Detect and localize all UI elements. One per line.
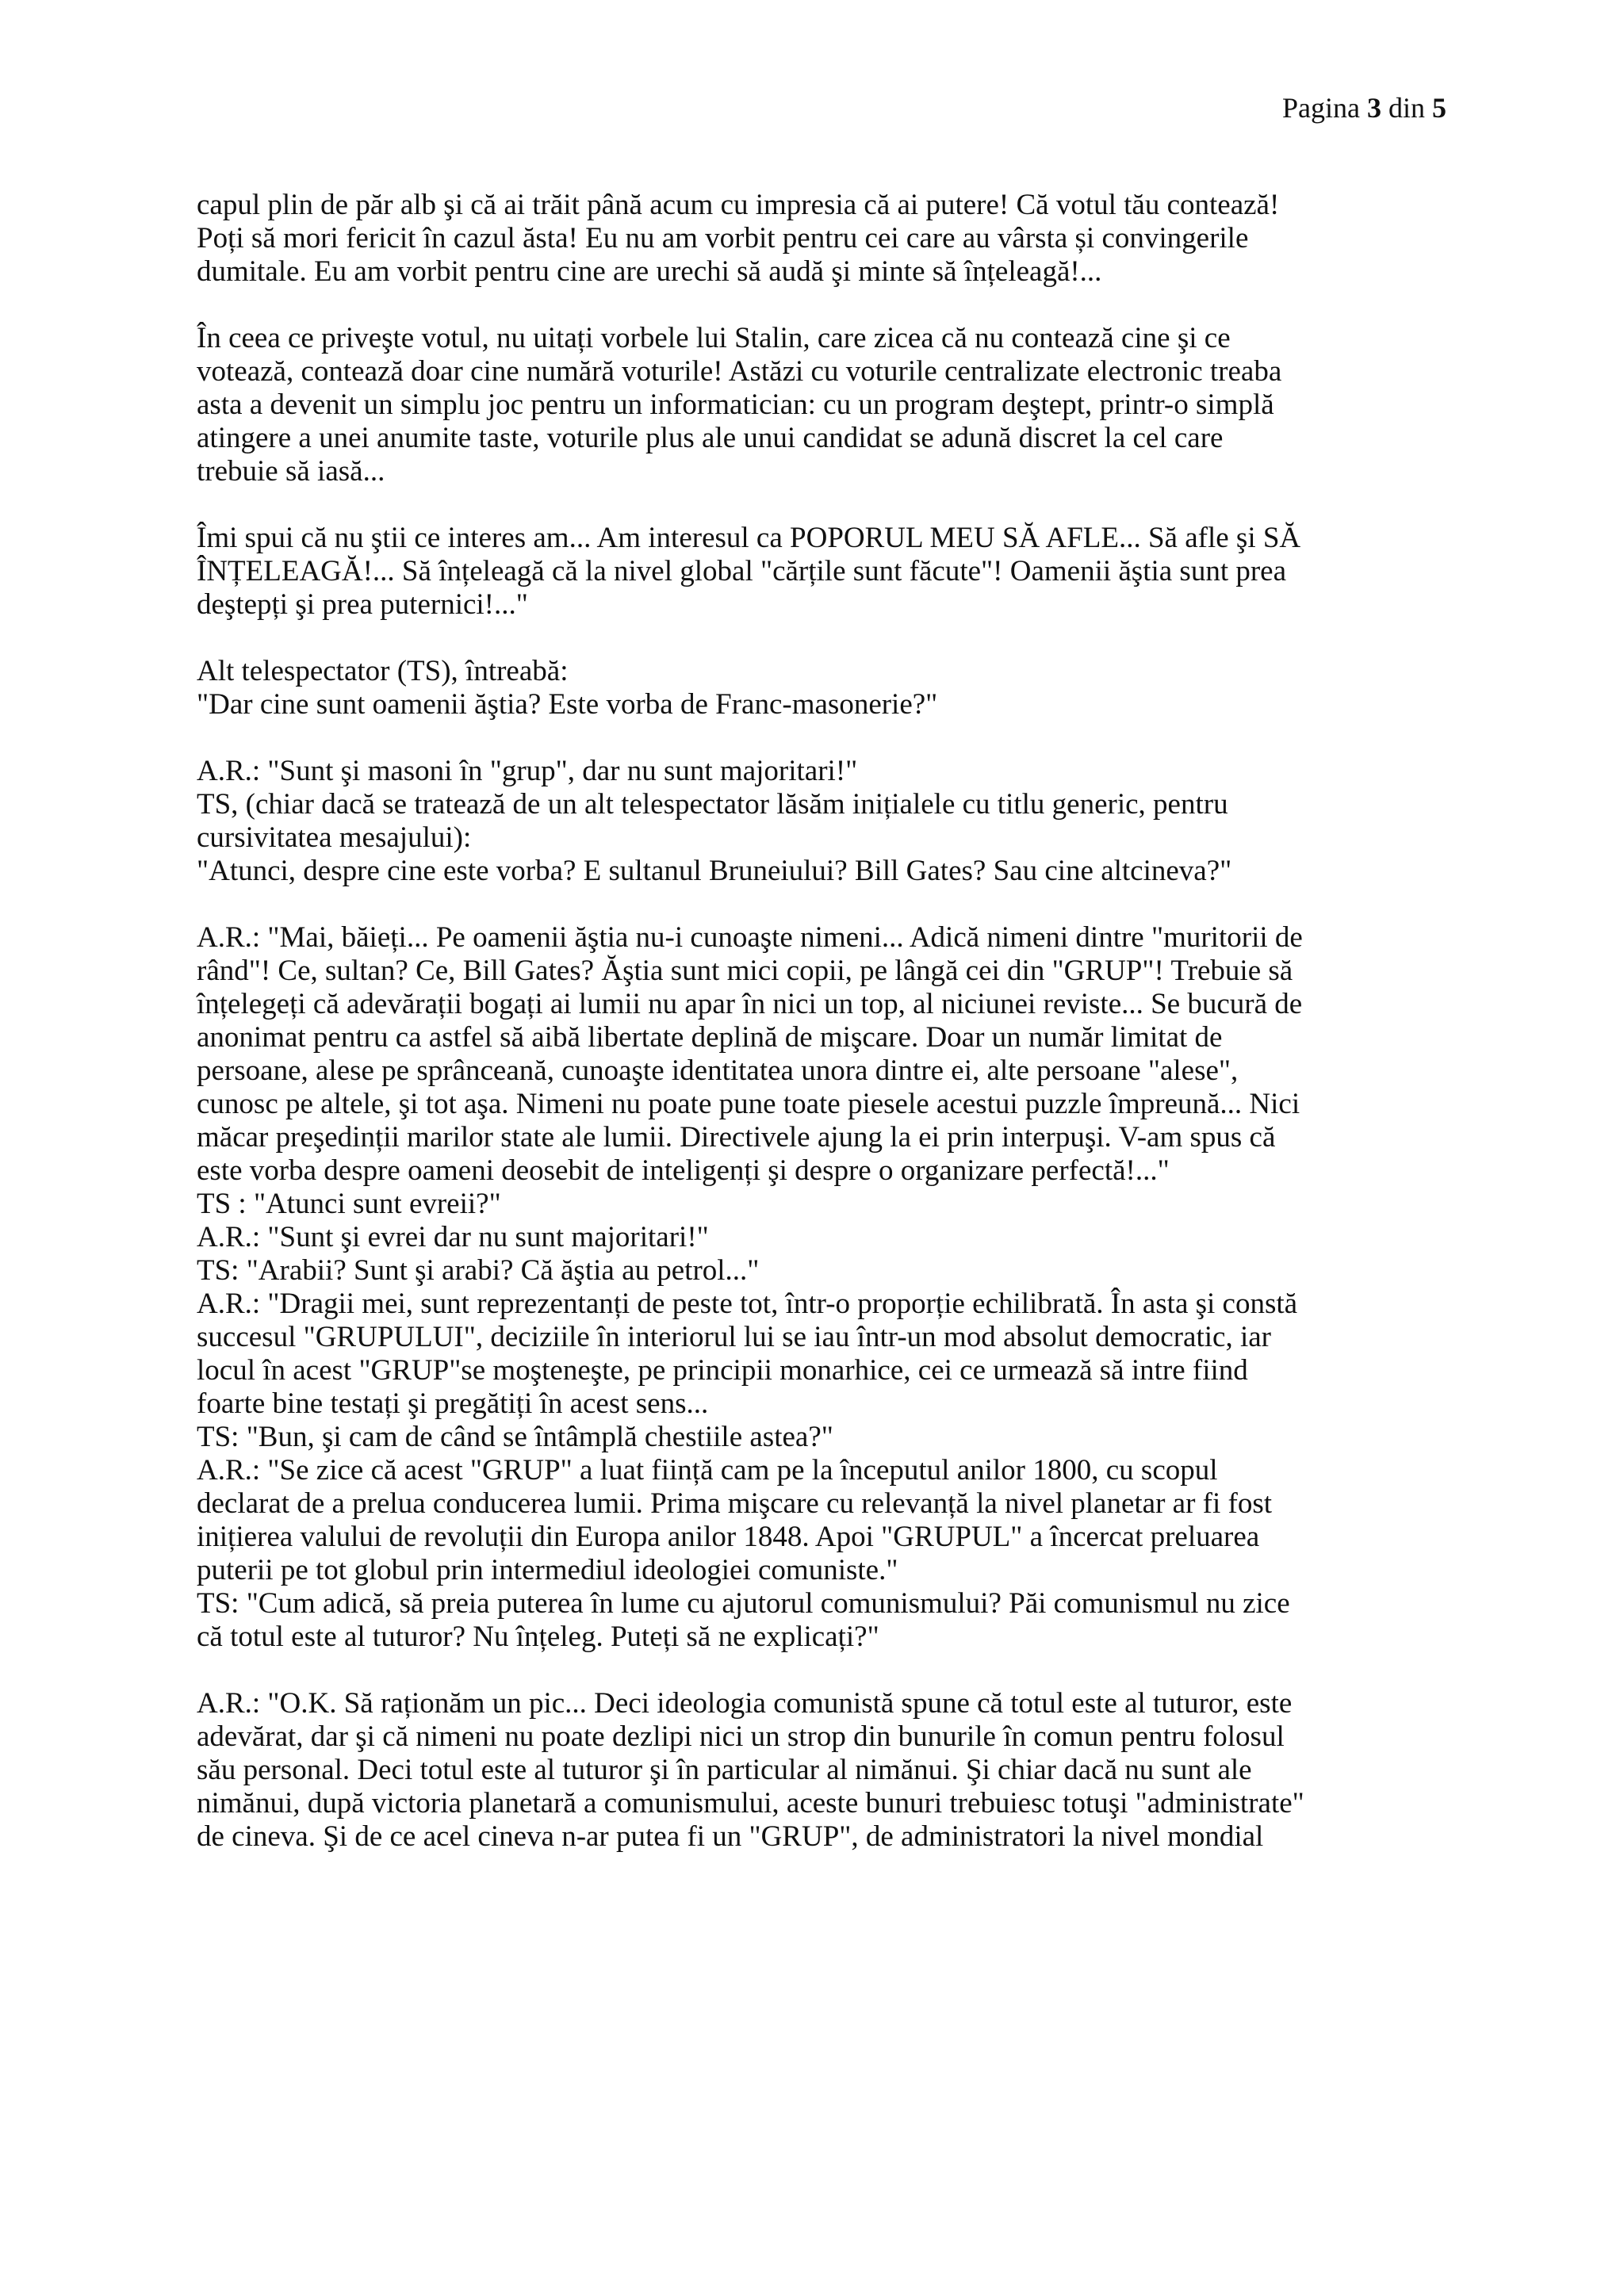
text-line: puterii pe tot globul prin intermediul ideologiei comuniste." bbox=[197, 1554, 898, 1586]
current-page-number: 3 bbox=[1366, 92, 1381, 124]
text-line: TS: "Bun, şi cam de când se întâmplă chestiile astea?" bbox=[197, 1421, 833, 1453]
of-word: din bbox=[1388, 92, 1425, 124]
paragraph bbox=[197, 322, 1465, 488]
paragraph-gap bbox=[197, 1654, 1465, 1687]
text-line: A.R.: "O.K. Să raționăm un pic... Deci ideologia comunistă spune că totul este al tuturor, este bbox=[197, 1687, 1293, 1720]
text-line: deştepți şi prea puternici!..." bbox=[197, 588, 528, 621]
text-line: atingere a unei anumite taste, voturile plus ale unui candidat se adună discret la cel care bbox=[197, 422, 1224, 454]
paragraph-gap bbox=[197, 488, 1465, 522]
page-word: Pagina bbox=[1282, 92, 1360, 124]
paragraph bbox=[197, 755, 1465, 888]
paragraph bbox=[197, 522, 1465, 622]
text-line: înțelegeți că adevărații bogați ai lumii nu apar în nici un top, al niciunei reviste... Se bucură de bbox=[197, 988, 1303, 1020]
paragraph bbox=[197, 1687, 1465, 1854]
text-line: A.R.: "Sunt şi evrei dar nu sunt majoritari!" bbox=[197, 1221, 709, 1253]
text-line: adevărat, dar şi că nimeni nu poate dezlipi nici un strop din bunurile în comun pentru folosul bbox=[197, 1720, 1285, 1753]
text-line: votează, contează doar cine numără voturile! Astăzi cu voturile centralizate electronic treaba bbox=[197, 355, 1282, 388]
text-line: locul în acest "GRUP"se moşteneşte, pe principii monarhice, cei ce urmează să intre fiind bbox=[197, 1354, 1248, 1387]
text-line: "Dar cine sunt oamenii ăştia? Este vorba de Franc-masonerie?" bbox=[197, 688, 938, 721]
text-line: Alt telespectator (TS), întreabă: bbox=[197, 655, 569, 687]
text-line: rând"! Ce, sultan? Ce, Bill Gates? Ăştia sunt mici copii, pe lângă cei din "GRUP"! Trebuie să bbox=[197, 955, 1293, 987]
text-line: TS : "Atunci sunt evreii?" bbox=[197, 1188, 501, 1220]
paragraph bbox=[197, 189, 1465, 289]
document-body bbox=[197, 189, 1465, 1854]
text-line: Poți să mori fericit în cazul ăsta! Eu nu am vorbit pentru cei care au vârsta și convingerile bbox=[197, 222, 1249, 254]
paragraph-gap bbox=[197, 622, 1465, 655]
text-line: capul plin de păr alb şi că ai trăit până acum cu impresia că ai putere! Că votul tău contează! bbox=[197, 189, 1280, 221]
text-line: său personal. Deci totul este al tuturor şi în particular al nimănui. Şi chiar dacă nu sunt ale bbox=[197, 1754, 1252, 1786]
text-line: A.R.: "Dragii mei, sunt reprezentanți de peste tot, într-o proporție echilibrată. În asta şi constă bbox=[197, 1288, 1298, 1320]
paragraph bbox=[197, 921, 1465, 1654]
text-line: cursivitatea mesajului): bbox=[197, 821, 472, 854]
text-line: declarat de a prelua conducerea lumii. Prima mişcare cu relevanță la nivel planetar ar fi fost bbox=[197, 1487, 1273, 1520]
text-line: TS: "Arabii? Sunt şi arabi? Că ăştia au petrol..." bbox=[197, 1254, 760, 1287]
text-line: este vorba despre oameni deosebit de inteligenți şi despre o organizare perfectă!..." bbox=[197, 1154, 1170, 1187]
text-line: măcar preşedinții marilor state ale lumii. Directivele ajung la ei prin interpuşi. V-am spus că bbox=[197, 1121, 1276, 1154]
text-line: de cineva. Şi de ce acel cineva n-ar putea fi un "GRUP", de administratori la nivel mondial bbox=[197, 1820, 1264, 1853]
text-line: TS, (chiar dacă se tratează de un alt telespectator lăsăm inițialele cu titlu generic, pentru bbox=[197, 788, 1228, 821]
text-line: A.R.: "Sunt şi masoni în "grup", dar nu sunt majoritari!" bbox=[197, 755, 858, 787]
paragraph-gap bbox=[197, 721, 1465, 755]
text-line: că totul este al tuturor? Nu înțeleg. Puteți să ne explicați?" bbox=[197, 1621, 879, 1653]
text-line: asta a devenit un simplu joc pentru un informatician: cu un program deştept, printr-o simplă bbox=[197, 388, 1274, 421]
text-line: succesul "GRUPULUI", deciziile în interiorul lui se iau într-un mod absolut democratic, iar bbox=[197, 1321, 1271, 1353]
text-line: trebuie să iasă... bbox=[197, 455, 385, 488]
text-line: anonimat pentru ca astfel să aibă libertate deplină de mişcare. Doar un număr limitat de bbox=[197, 1021, 1223, 1054]
paragraph-gap bbox=[197, 888, 1465, 921]
text-line: În ceea ce priveşte votul, nu uitați vorbele lui Stalin, care zicea că nu contează cine şi ce bbox=[197, 322, 1231, 354]
page-number-header bbox=[1282, 94, 1446, 122]
text-line: nimănui, după victoria planetară a comunismului, aceste bunuri trebuiesc totuşi "administrate" bbox=[197, 1787, 1304, 1820]
text-line: persoane, alese pe sprânceană, cunoaşte identitatea unora dintre ei, alte persoane "alese", bbox=[197, 1054, 1239, 1087]
text-line: inițierea valului de revoluții din Europa anilor 1848. Apoi "GRUPUL" a încercat preluarea bbox=[197, 1521, 1260, 1553]
paragraph bbox=[197, 655, 1465, 721]
text-line: TS: "Cum adică, să preia puterea în lume cu ajutorul comunismului? Păi comunismul nu zice bbox=[197, 1587, 1290, 1620]
text-line: "Atunci, despre cine este vorba? E sultanul Bruneiului? Bill Gates? Sau cine altcineva?" bbox=[197, 855, 1232, 887]
text-line: cunosc pe altele, şi tot aşa. Nimeni nu poate pune toate piesele acestui puzzle împreună... Nici bbox=[197, 1088, 1300, 1120]
text-line: foarte bine testați şi pregătiți în acest sens... bbox=[197, 1387, 709, 1420]
text-line: A.R.: "Se zice că acest "GRUP" a luat ființă cam pe la începutul anilor 1800, cu scopul bbox=[197, 1454, 1218, 1487]
text-line: ÎNȚELEAGĂ!... Să înțeleagă că la nivel global "cărțile sunt făcute"! Oamenii ăştia sunt prea bbox=[197, 555, 1287, 587]
text-line: A.R.: "Mai, băieți... Pe oamenii ăştia nu-i cunoaşte nimeni... Adică nimeni dintre "muritorii de bbox=[197, 921, 1303, 954]
paragraph-gap bbox=[197, 289, 1465, 322]
total-pages-number: 5 bbox=[1432, 92, 1446, 124]
text-line: dumitale. Eu am vorbit pentru cine are urechi să audă şi minte să înțeleagă!... bbox=[197, 255, 1102, 288]
text-line: Îmi spui că nu ştii ce interes am... Am interesul ca POPORUL MEU SĂ AFLE... Să afle şi SĂ bbox=[197, 522, 1301, 554]
